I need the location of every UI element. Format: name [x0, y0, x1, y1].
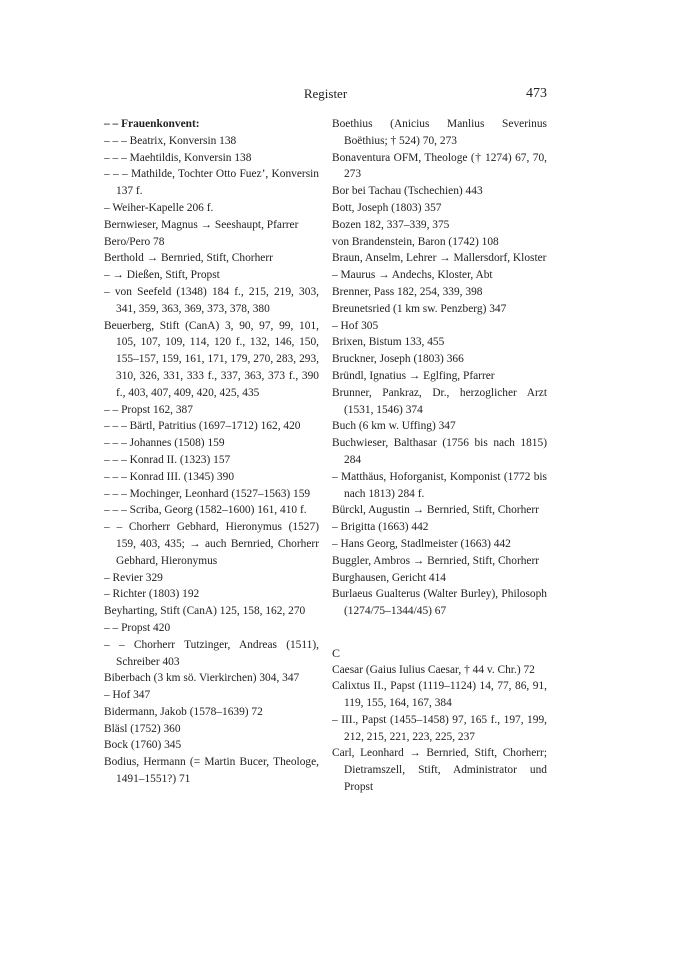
index-entry: – – Frauenkonvent:: [104, 118, 200, 130]
index-entry: – – – Mochinger, Leonhard (1527–1563) 159: [104, 487, 311, 500]
index-entry: Bott, Joseph (1803) 357: [332, 201, 442, 214]
index-entry: – – – Maehtildis, Konversin 138: [104, 151, 252, 164]
index-entry: von Brandenstein, Baron (1742) 108: [332, 235, 499, 248]
index-entry: – – – Konrad III. (1345) 390: [104, 470, 235, 483]
index-entry: Beuerberg, Stift (CanA) 3, 90, 97, 99, 101, 105, 107, 109, 114, 120 f., 132, 146, 150, 155–157, 159, 161, 171, 179, 270, 283, 293, 310, 326, 331, 333 f., 337, 363, 373 f., 390 f., 403, 407, 409, 420, 425, 435: [104, 319, 319, 399]
index-entry: – Brigitta (1663) 442: [332, 521, 429, 534]
index-entry: Buggler, Ambros → Bernried, Stift, Chorherr: [332, 554, 540, 567]
index-entry: Berthold → Bernried, Stift, Chorherr: [104, 252, 273, 265]
index-entry: – – Propst 420: [104, 621, 171, 634]
index-entry: Calixtus II., Papst (1119–1124) 14, 77, 86, 91, 119, 155, 164, 167, 384: [332, 680, 547, 710]
index-entry: Burlaeus Gualterus (Walter Burley), Philosoph (1274/75–1344/45) 67: [332, 588, 547, 618]
section-letter: C: [332, 645, 341, 660]
index-entry: Bozen 182, 337–339, 375: [332, 218, 450, 231]
index-entry: – Hof 347: [104, 689, 151, 702]
index-entry: Boethius (Anicius Manlius Severinus Boëthius; † 524) 70, 273: [332, 118, 547, 147]
index-entry: – – – Konrad II. (1323) 157: [104, 453, 231, 466]
index-entry: – → Dießen, Stift, Propst: [104, 269, 220, 282]
page-header: [104, 86, 547, 106]
index-entry: Bründl, Ignatius → Eglfing, Pfarrer: [332, 369, 495, 382]
index-column-left: [104, 116, 319, 788]
index-entry: – Maurus → Andechs, Kloster, Abt: [332, 269, 493, 282]
index-entry: – Matthäus, Hoforganist, Komponist (1772 bis nach 1813) 284 f.: [332, 470, 547, 500]
index-entry: Beyharting, Stift (CanA) 125, 158, 162, 270: [104, 605, 306, 618]
index-entry: – III., Papst (1455–1458) 97, 165 f., 197, 199, 212, 215, 221, 223, 225, 237: [332, 713, 547, 743]
index-entry: – – Propst 162, 387: [104, 403, 193, 416]
index-entry: – von Seefeld (1348) 184 f., 215, 219, 303, 341, 359, 363, 369, 373, 378, 380: [104, 285, 319, 315]
index-column-right: [332, 116, 547, 796]
index-entry: Buch (6 km w. Uffing) 347: [332, 420, 456, 433]
index-entry: – Weiher-Kapelle 206 f.: [104, 201, 214, 214]
index-entry: Bonaventura OFM, Theologe († 1274) 67, 70, 273: [332, 151, 547, 181]
running-title: Register: [303, 86, 348, 101]
index-entry: Bock (1760) 345: [104, 739, 182, 752]
index-entry: Buchwieser, Balthasar (1756 bis nach 1815) 284: [332, 437, 547, 466]
index-entry: Braun, Anselm, Lehrer → Mallersdorf, Kloster: [332, 252, 547, 265]
index-entry: – – – Bärtl, Patritius (1697–1712) 162, 420: [104, 420, 301, 433]
index-entry: Bero/Pero 78: [104, 235, 165, 248]
index-entry: – – Chorherr Tutzinger, Andreas (1511), Schreiber 403: [104, 638, 319, 668]
index-entry: Bürckl, Augustin → Bernried, Stift, Chorherr: [332, 504, 539, 517]
index-entry: Carl, Leonhard → Bernried, Stift, Chorherr; Dietramszell, Stift, Administrator und Propst: [332, 747, 547, 794]
index-entry: Burghausen, Gericht 414: [332, 571, 446, 584]
index-entry: – Hof 305: [332, 319, 379, 332]
index-entry: Brunner, Pankraz, Dr., herzoglicher Arzt (1531, 1546) 374: [332, 386, 547, 416]
index-entry: Biberbach (3 km sö. Vierkirchen) 304, 347: [104, 672, 300, 685]
section-spacer: [332, 620, 547, 637]
index-entry: – – – Johannes (1508) 159: [104, 437, 225, 450]
index-entry: – – – Mathilde, Tochter Otto Fuez’, Konversin 137 f.: [104, 168, 319, 198]
page-number: 473: [526, 86, 547, 101]
index-entry: – – – Scriba, Georg (1582–1600) 161, 410 f.: [104, 504, 307, 517]
index-entry: – Hans Georg, Stadlmeister (1663) 442: [332, 537, 511, 550]
index-entry: Bidermann, Jakob (1578–1639) 72: [104, 705, 263, 718]
index-entry: – Richter (1803) 192: [104, 588, 200, 601]
index-entry: Brenner, Pass 182, 254, 339, 398: [332, 285, 483, 298]
index-entry: Bor bei Tachau (Tschechien) 443: [332, 185, 483, 198]
index-entry: – – Chorherr Gebhard, Hieronymus (1527) 159, 403, 435; → auch Bernried, Chorherr Gebhard, Hieronymus: [104, 521, 319, 567]
index-entry: Brixen, Bistum 133, 455: [332, 336, 445, 349]
index-entry: Bläsl (1752) 360: [104, 722, 181, 735]
index-entry: Bodius, Hermann (= Martin Bucer, Theologe, 1491–1551?) 71: [104, 756, 319, 786]
index-entry: – Revier 329: [104, 571, 163, 584]
index-entry: Bernwieser, Magnus → Seeshaupt, Pfarrer: [104, 218, 299, 231]
index-entry: Breunetsried (1 km sw. Penzberg) 347: [332, 302, 507, 315]
index-entry: Bruckner, Joseph (1803) 366: [332, 353, 464, 366]
index-entry: Caesar (Gaius Iulius Caesar, † 44 v. Chr.) 72: [332, 663, 535, 676]
index-entry: – – – Beatrix, Konversin 138: [104, 134, 237, 147]
